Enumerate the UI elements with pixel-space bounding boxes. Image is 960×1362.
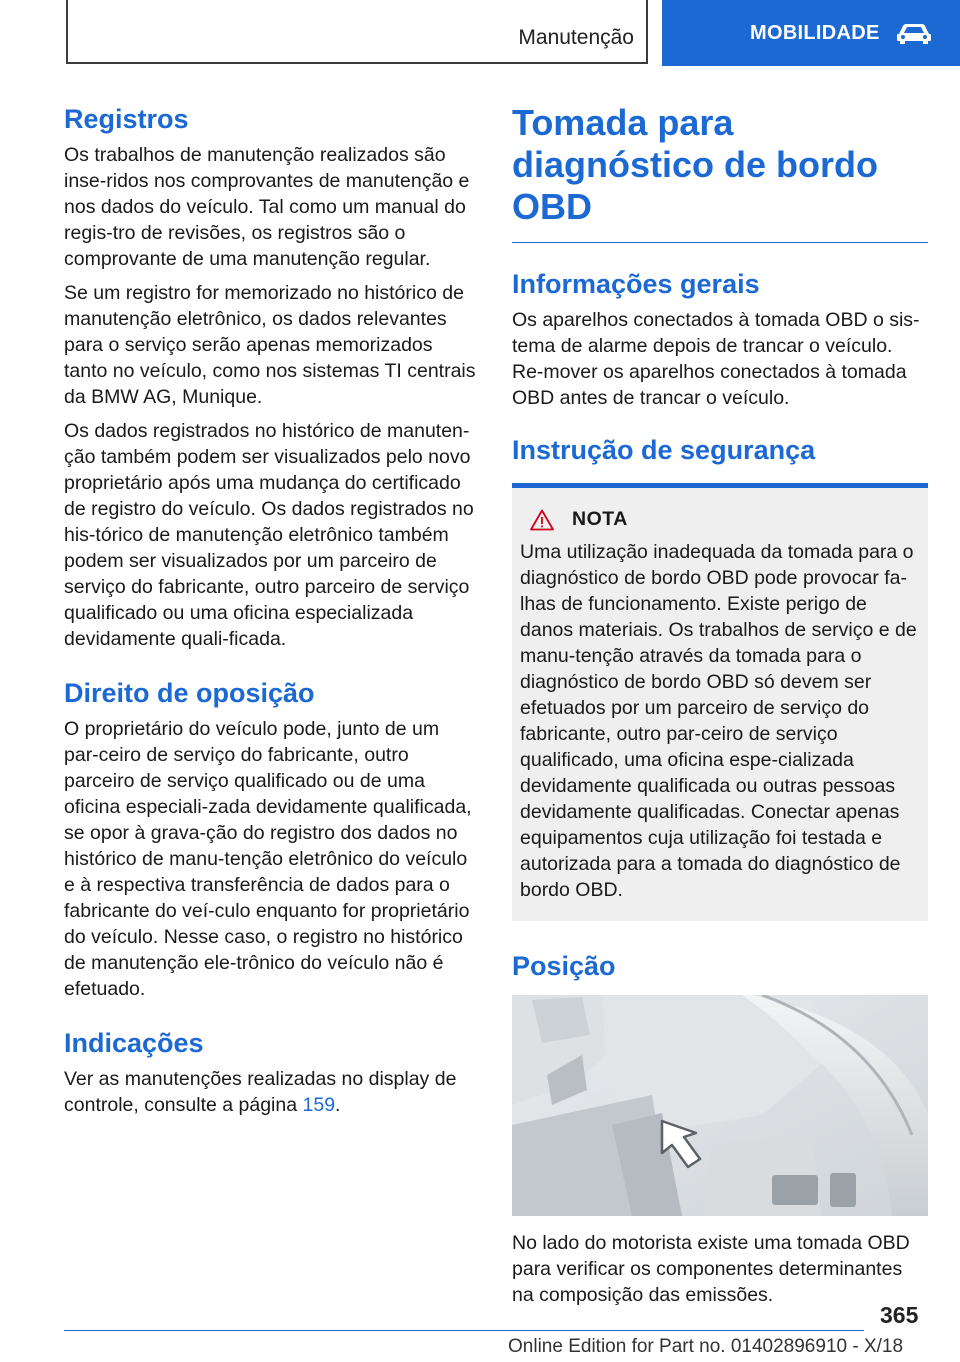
registros-paragraph-1: Os trabalhos de manutenção realizados são inse-ridos nos comprovantes de manutenção e nos dados do veículo. Tal como um manual do regis-tro de revisões, os registros são o comprovante de uma manutenção regular. xyxy=(64,144,470,270)
registros-section xyxy=(64,100,478,652)
note-text: Uma utilização inadequada da tomada para o diagnóstico de bordo OBD pode provocar fa-lhas de funcionamento. Existe perigo de danos materiais. Os trabalhos de serviço e de manu-tenção através da tomada para o diagnóstico de bordo OBD só devem ser efetuados por um parceiro de serviço do fabricante, outro par-ceiro de serviço qualificado, uma oficina espe-cializada devidamente qualificada ou outras pessoas devidamente qualificadas. Conectar apenas equipamentos cuja utilização foi testada e autorizada para a tomada do diagnóstico de bordo OBD. xyxy=(520,541,917,901)
left-column xyxy=(64,100,478,1140)
header-section-title: Manutenção xyxy=(518,26,634,49)
note-header xyxy=(520,508,920,531)
header-category-tab[interactable] xyxy=(662,0,960,66)
footer-edition: Online Edition for Part no. 01402896910 - X/18 xyxy=(508,1336,904,1357)
indicacoes-heading: Indicações xyxy=(64,1028,204,1058)
safety-heading: Instrução de segurança xyxy=(512,435,816,465)
info-heading: Informações gerais xyxy=(512,269,760,299)
obd-location-illustration xyxy=(512,995,928,1216)
page-reference-link[interactable]: 159 xyxy=(302,1094,336,1116)
indicacoes-paragraph xyxy=(64,1066,478,1118)
position-heading: Posição xyxy=(512,951,616,981)
note-label: NOTA xyxy=(572,508,628,530)
info-section xyxy=(512,265,928,411)
position-caption: No lado do motorista existe uma tomada OBD para verificar os componentes determinantes na composição das emissões. xyxy=(512,1232,910,1306)
position-section xyxy=(512,947,928,1308)
registros-paragraph-2: Se um registro for memorizado no histórico de manutenção eletrônico, os dados relevantes para o serviço serão apenas memorizados tanto no veículo, como nos sistemas TI centrais da BMW AG, Munique. xyxy=(64,282,476,408)
indicacoes-text: Ver as manutenções realizadas no display de controle, consulte a página xyxy=(64,1068,457,1116)
warning-icon xyxy=(530,509,554,531)
chapter-title: Tomada para diagnóstico de bordo OBD xyxy=(512,102,878,227)
title-divider xyxy=(512,242,928,243)
note-box xyxy=(512,483,928,921)
indicacoes-suffix: . xyxy=(335,1094,341,1116)
header-category-label: MOBILIDADE xyxy=(750,21,880,44)
safety-section xyxy=(512,431,928,921)
footer-divider xyxy=(64,1330,864,1331)
info-paragraph: Os aparelhos conectados à tomada OBD o sis-tema de alarme depois de trancar o veículo. Re-mover os aparelhos conectados à tomada OBD antes de trancar o veículo. xyxy=(512,309,920,409)
direito-paragraph: O proprietário do veículo pode, junto de um par-ceiro de serviço do fabricante, outro parceiro de serviço qualificado ou de uma oficina especiali-zada devidamente qualificada, se opor à grava-ção do registro dos dados no histórico de manu-tenção eletrônico do veículo e à respectiva transferência de dados para o fabricante do veí-culo enquanto for proprietário do veículo. Nesse caso, o registro no histórico de manutenção ele-trônico do veículo não é efetuado. xyxy=(64,718,472,1000)
right-column xyxy=(512,100,928,1316)
direito-heading: Direito de oposição xyxy=(64,678,315,708)
registros-heading: Registros xyxy=(64,104,189,134)
page-number: 365 xyxy=(880,1302,919,1328)
indicacoes-section xyxy=(64,1024,478,1118)
registros-paragraph-3: Os dados registrados no histórico de manuten-ção também podem ser visualizados pelo novo proprietário após uma mudança do certificado de registro do veículo. Os dados registrados no his-tórico de manutenção eletrônico também podem ser visualizados por um parceiro de serviço do fabricante, outro parceiro de serviço qualificado ou uma oficina especializada devidamente quali-ficada. xyxy=(64,420,474,650)
car-icon xyxy=(896,22,932,44)
direito-section xyxy=(64,674,478,1002)
